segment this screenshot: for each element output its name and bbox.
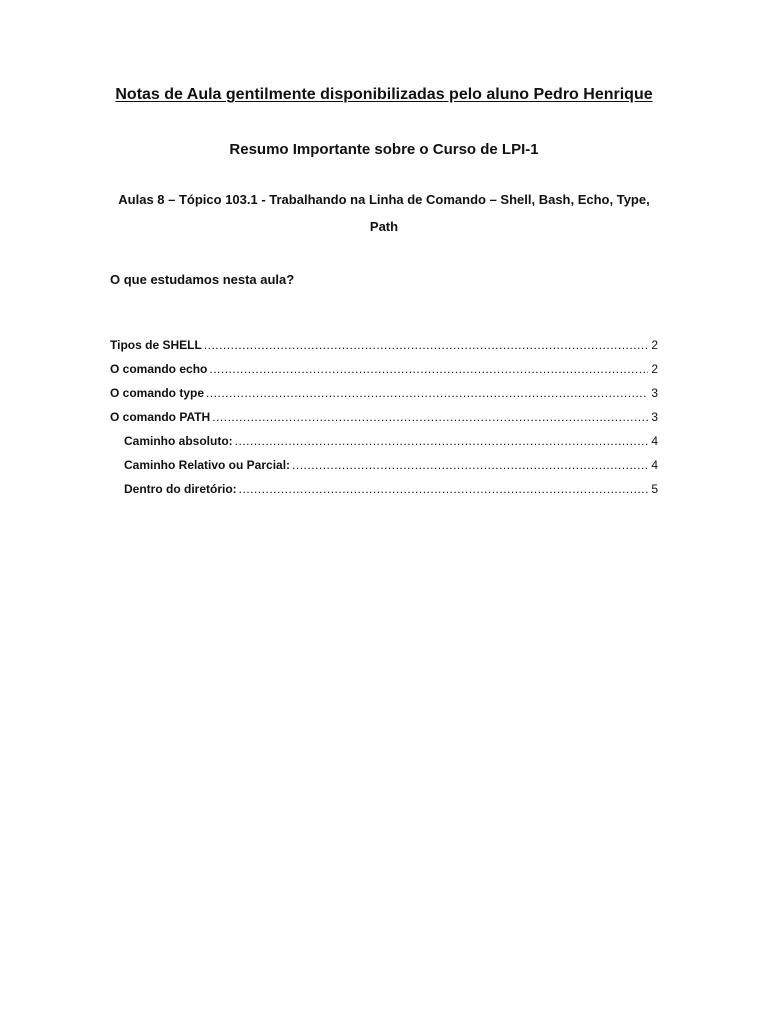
toc-entry-page: 5 (651, 482, 658, 496)
toc-entry-page: 2 (651, 362, 658, 376)
toc-entry-dentro-do-diretorio[interactable] (110, 482, 658, 506)
toc-entry-page: 2 (651, 338, 658, 352)
toc-entry-comando-echo[interactable] (110, 362, 658, 386)
toc-entry-page: 4 (651, 434, 658, 448)
toc-entry-page: 4 (651, 458, 658, 472)
toc-entry-comando-type[interactable] (110, 386, 658, 410)
toc-entry-label: Caminho Relativo ou Parcial: (124, 458, 291, 472)
toc-entry-label: O comando type (110, 386, 205, 400)
toc-entry-page: 3 (651, 386, 658, 400)
lesson-title-line-2: Path (369, 219, 399, 234)
toc-entry-label: Dentro do diretório: (124, 482, 237, 496)
header-title: Notas de Aula gentilmente disponibilizadas pelo aluno Pedro Henrique (115, 86, 653, 103)
toc-dot-leader (206, 386, 648, 400)
toc-dot-leader (292, 458, 648, 472)
toc-dot-leader (239, 482, 649, 496)
toc-entry-label: O comando echo (110, 362, 208, 376)
section-question: O que estudamos nesta aula? (110, 272, 295, 287)
toc-entry-label: Tipos de SHELL (110, 338, 202, 352)
toc-dot-leader (235, 434, 649, 448)
toc-entry-label: Caminho absoluto: (124, 434, 233, 448)
lesson-title-line-1: Aulas 8 – Tópico 103.1 - Trabalhando na Linha de Comando – Shell, Bash, Echo, Type, (118, 192, 650, 207)
toc-entry-page: 3 (651, 410, 658, 424)
page-subtitle: Resumo Importante sobre o Curso de LPI-1 (229, 141, 539, 158)
toc-dot-leader (212, 410, 648, 424)
toc-entry-caminho-absoluto[interactable] (110, 434, 658, 458)
toc-dot-leader (204, 338, 649, 352)
toc-entry-comando-path[interactable] (110, 410, 658, 434)
toc-entry-caminho-relativo[interactable] (110, 458, 658, 482)
toc-entry-label: O comando PATH (110, 410, 211, 424)
table-of-contents (110, 338, 658, 506)
toc-entry-tipos-de-shell[interactable] (110, 338, 658, 362)
toc-dot-leader (209, 362, 648, 376)
